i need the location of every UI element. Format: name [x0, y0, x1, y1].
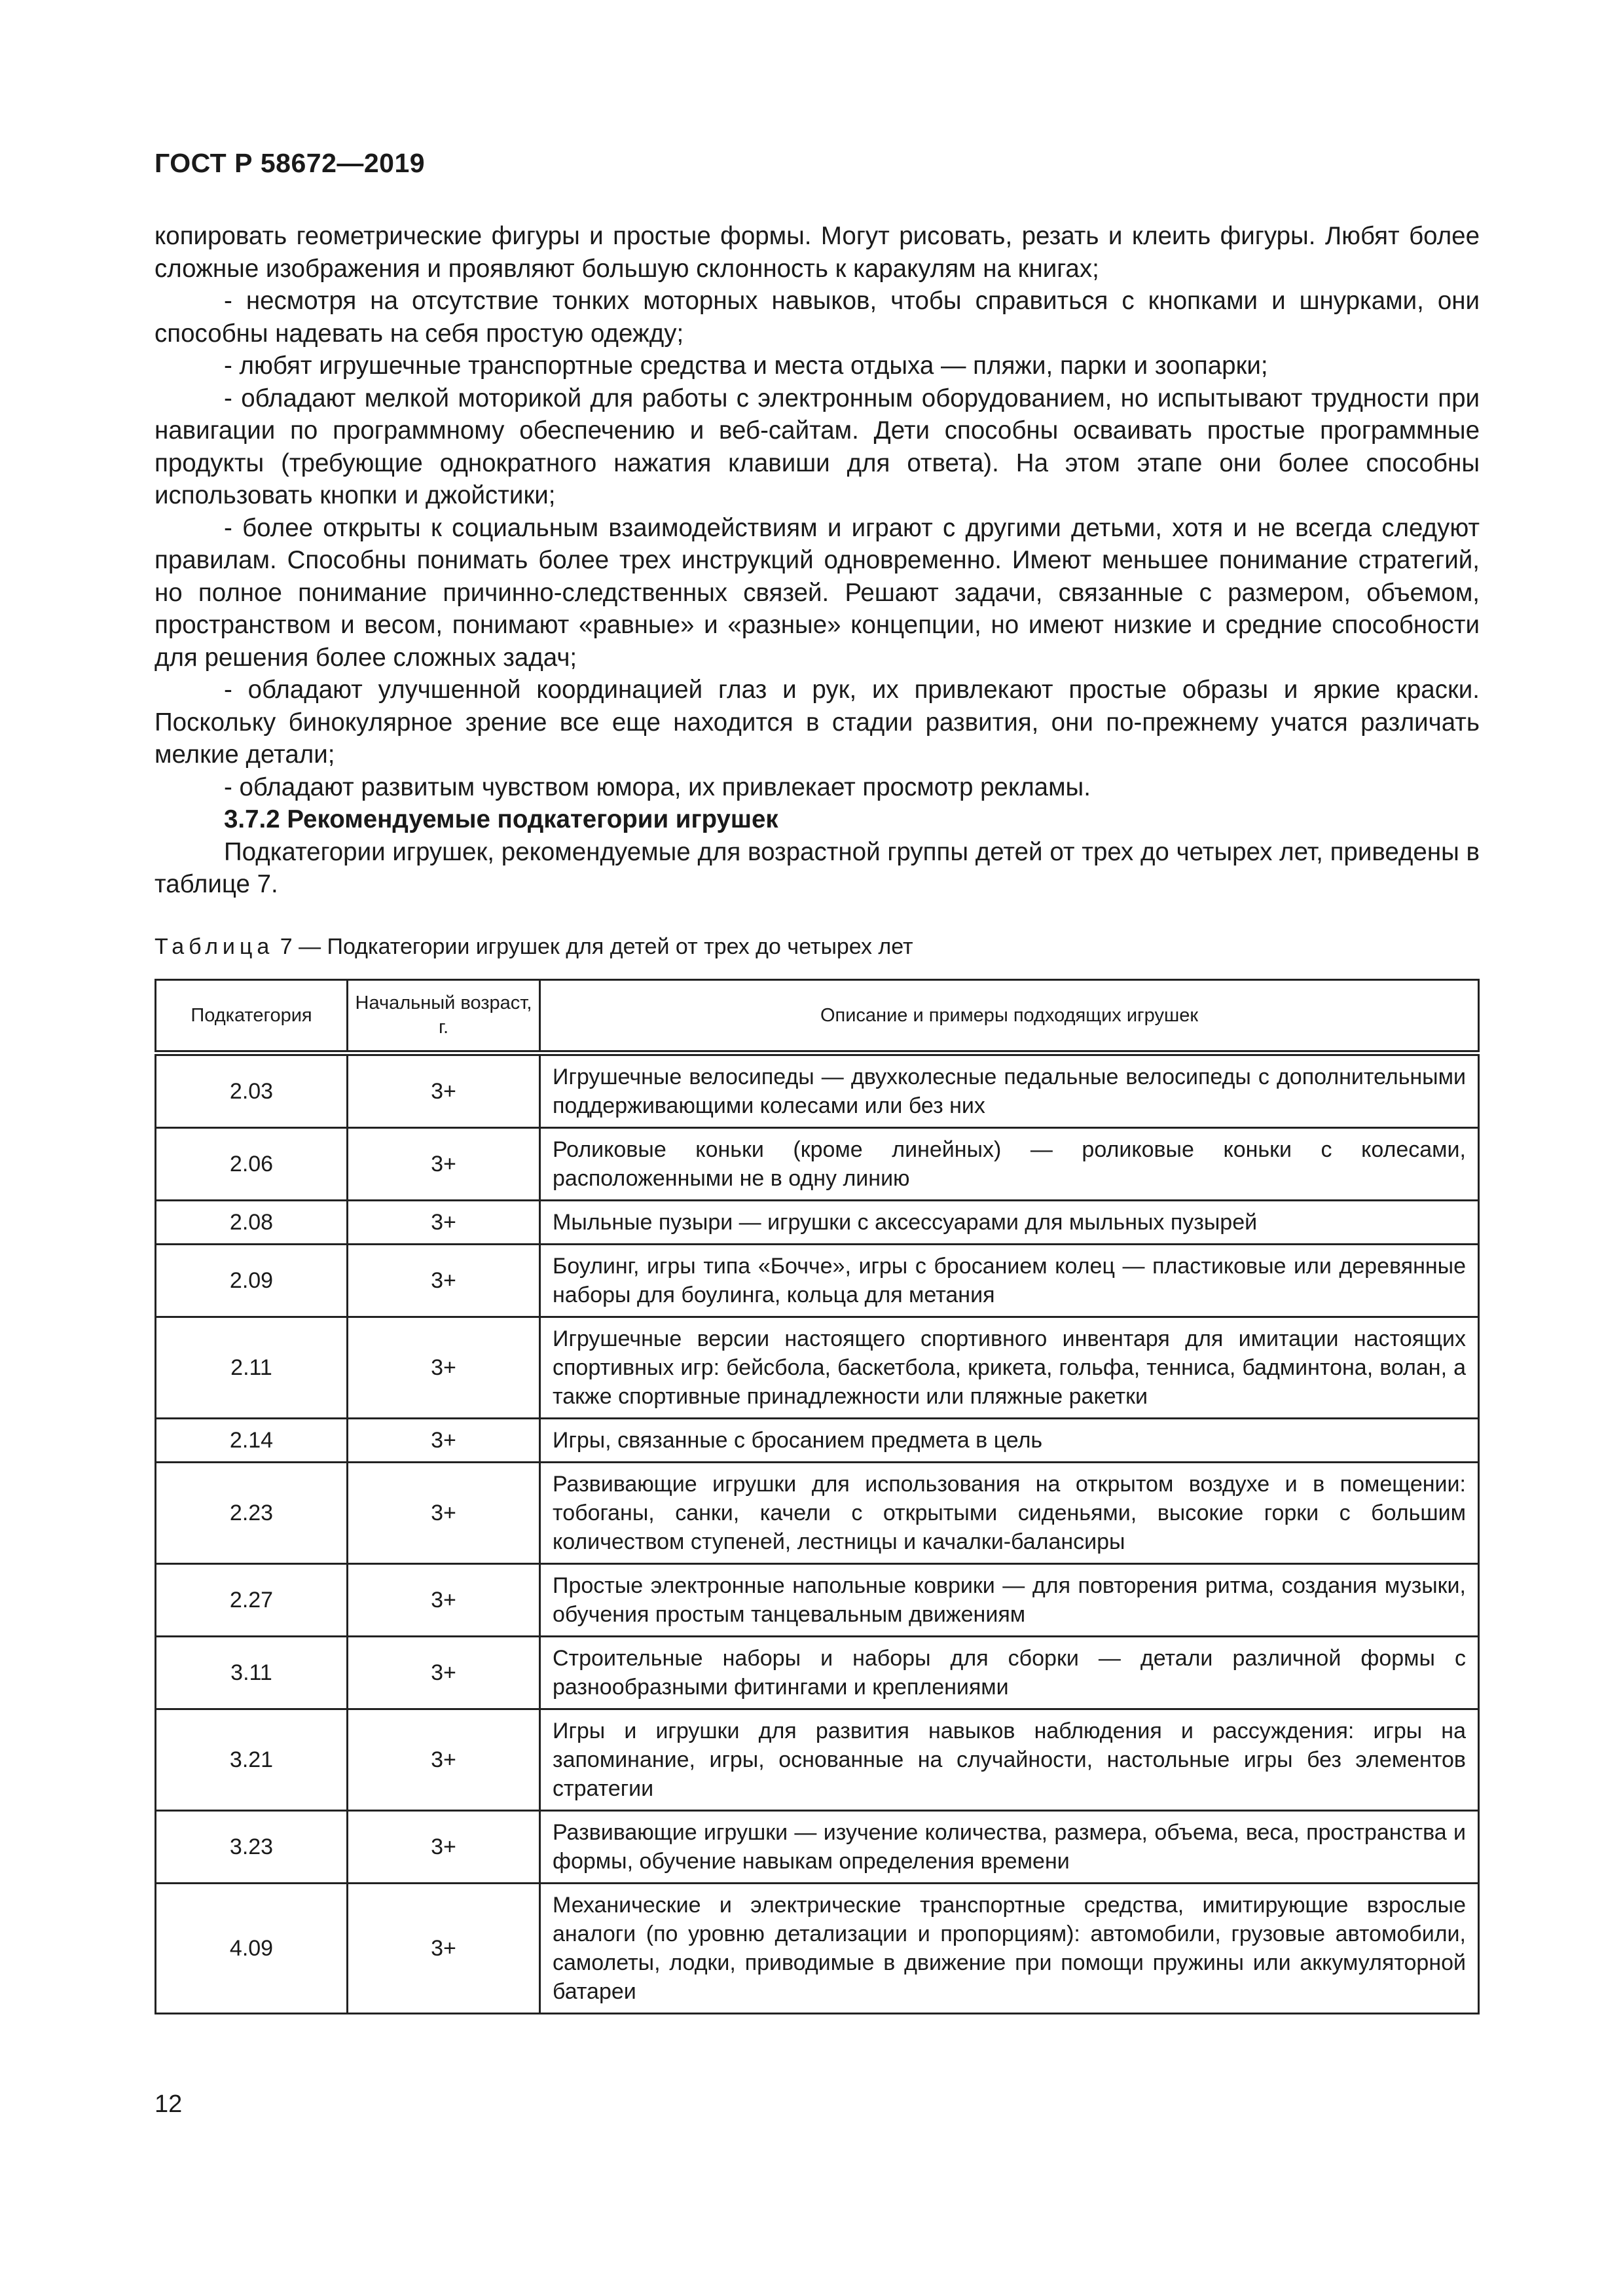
cell-description: Игры, связанные с бросанием предмета в цель [540, 1419, 1479, 1463]
cell-subcategory: 2.09 [156, 1245, 348, 1317]
table-header-row [156, 980, 1479, 1053]
cell-description: Игрушечные велосипеды — двухколесные педальные велосипеды с дополнительными поддерживающими колесами или без них [540, 1053, 1479, 1128]
cell-description: Боулинг, игры типа «Бочче», игры с бросанием колец — пластиковые или деревянные наборы для боулинга, кольца для метания [540, 1245, 1479, 1317]
cell-subcategory: 2.03 [156, 1053, 348, 1128]
table-row [156, 1317, 1479, 1419]
cell-start-age: 3+ [348, 1317, 540, 1419]
subcategory-table [155, 979, 1480, 2014]
cell-start-age: 3+ [348, 1463, 540, 1564]
table-row [156, 1709, 1479, 1811]
cell-description: Строительные наборы и наборы для сборки — детали различной формы с разнообразными фитингами и креплениями [540, 1637, 1479, 1709]
table-intro-paragraph: Подкатегории игрушек, рекомендуемые для возрастной группы детей от трех до четырех лет, приведены в таблице 7. [155, 837, 1480, 898]
cell-start-age: 3+ [348, 1245, 540, 1317]
table-row [156, 1419, 1479, 1463]
cell-description: Игры и игрушки для развития навыков наблюдения и рассуждения: игры на запоминание, игры, основанные на случайности, настольные игры без элементов стратегии [540, 1709, 1479, 1811]
cell-start-age: 3+ [348, 1201, 540, 1245]
table-row [156, 1245, 1479, 1317]
page-number: 12 [155, 2090, 183, 2118]
cell-start-age: 3+ [348, 1053, 540, 1128]
table-row [156, 1053, 1479, 1128]
cell-start-age: 3+ [348, 1709, 540, 1811]
table-row [156, 1637, 1479, 1709]
cell-subcategory: 2.14 [156, 1419, 348, 1463]
cell-start-age: 3+ [348, 1884, 540, 2014]
cell-description: Механические и электрические транспортные средства, имитирующие взрослые аналоги (по уровню детализации и пропорциям): автомобили, грузовые автомобили, самолеты, лодки, приводимые в движение при помощи пружины или аккумуляторной батареи [540, 1884, 1479, 2014]
paragraph-4: - обладают мелкой моторикой для работы с электронным оборудованием, но испытывают трудности при навигации по программному обеспечению и веб-сайтам. Дети способны осваивать простые программные продукты (требующие однократного нажатия клавиши для ответа). На этом этапе они более способны использовать кнопки и джойстики; [155, 384, 1480, 509]
table-row [156, 1128, 1479, 1201]
table-row [156, 1811, 1479, 1884]
cell-start-age: 3+ [348, 1564, 540, 1637]
cell-start-age: 3+ [348, 1811, 540, 1884]
cell-subcategory: 3.11 [156, 1637, 348, 1709]
document-header-title: ГОСТ Р 58672—2019 [155, 148, 426, 178]
paragraph-5: - более открыты к социальным взаимодействиям и играют с другими детьми, хотя и не всегда следуют правилам. Способны понимать более трех инструкций одновременно. Имеют меньшее понимание стратегий, но полное понимание причинно-следственных связей. Решают задачи, связанные с размером, объемом, пространством и весом, понимают «равные» и «разные» концепции, но имеют низкие и средние способности для решения более сложных задач; [155, 513, 1480, 672]
cell-start-age: 3+ [348, 1128, 540, 1201]
paragraph-2: - несмотря на отсутствие тонких моторных навыков, чтобы справиться с кнопками и шнурками, они способны надевать на себя простую одежду; [155, 287, 1480, 348]
cell-description: Игрушечные версии настоящего спортивного инвентаря для имитации настоящих спортивных игр: бейсбола, баскетбола, крикета, гольфа, тенниса, бадминтона, волан, а также спортивные принадлежности или пляжные ракетки [540, 1317, 1479, 1419]
cell-start-age: 3+ [348, 1637, 540, 1709]
header-description: Описание и примеры подходящих игрушек [540, 980, 1479, 1053]
table-row [156, 1201, 1479, 1245]
table-caption-label: Таблица [155, 934, 274, 959]
cell-subcategory: 2.27 [156, 1564, 348, 1637]
cell-description: Мыльные пузыри — игрушки с аксессуарами для мыльных пузырей [540, 1201, 1479, 1245]
cell-subcategory: 2.23 [156, 1463, 348, 1564]
header-start-age: Начальный возраст, г. [348, 980, 540, 1053]
document-page [155, 0, 1480, 2296]
cell-subcategory: 3.21 [156, 1709, 348, 1811]
cell-description: Роликовые коньки (кроме линейных) — роликовые коньки с колесами, расположенными не в одну линию [540, 1128, 1479, 1201]
paragraph-6: - обладают улучшенной координацией глаз и рук, их привлекают простые образы и яркие краски. Поскольку бинокулярное зрение все еще находится в стадии развития, они по-прежнему учатся различать мелкие детали; [155, 676, 1480, 769]
paragraph-3: - любят игрушечные транспортные средства и места отдыха — пляжи, парки и зоопарки; [224, 352, 1268, 380]
cell-description: Развивающие игрушки — изучение количества, размера, объема, веса, пространства и формы, обучение навыкам определения времени [540, 1811, 1479, 1884]
header-subcategory: Подкатегория [156, 980, 348, 1053]
table-row [156, 1884, 1479, 2014]
cell-start-age: 3+ [348, 1419, 540, 1463]
table-row [156, 1564, 1479, 1637]
paragraph-1: копировать геометрические фигуры и простые формы. Могут рисовать, резать и клеить фигуры. Любят более сложные изображения и проявляют большую склонность к каракулям на книгах; [155, 222, 1480, 283]
section-heading: 3.7.2 Рекомендуемые подкатегории игрушек [224, 805, 778, 833]
cell-subcategory: 2.08 [156, 1201, 348, 1245]
cell-description: Развивающие игрушки для использования на открытом воздухе и в помещении: тобоганы, санки, качели с открытыми сиденьями, высокие горки с большим количеством ступеней, лестницы и качалки-балансиры [540, 1463, 1479, 1564]
cell-subcategory: 4.09 [156, 1884, 348, 2014]
cell-description: Простые электронные напольные коврики — для повторения ритма, создания музыки, обучения простым танцевальным движениям [540, 1564, 1479, 1637]
table-caption [155, 934, 913, 960]
paragraph-7: - обладают развитым чувством юмора, их привлекает просмотр рекламы. [224, 773, 1091, 801]
cell-subcategory: 2.06 [156, 1128, 348, 1201]
cell-subcategory: 3.23 [156, 1811, 348, 1884]
table-caption-text: 7 — Подкатегории игрушек для детей от трех до четырех лет [274, 934, 913, 959]
table-row [156, 1463, 1479, 1564]
body-text [155, 220, 1480, 901]
cell-subcategory: 2.11 [156, 1317, 348, 1419]
